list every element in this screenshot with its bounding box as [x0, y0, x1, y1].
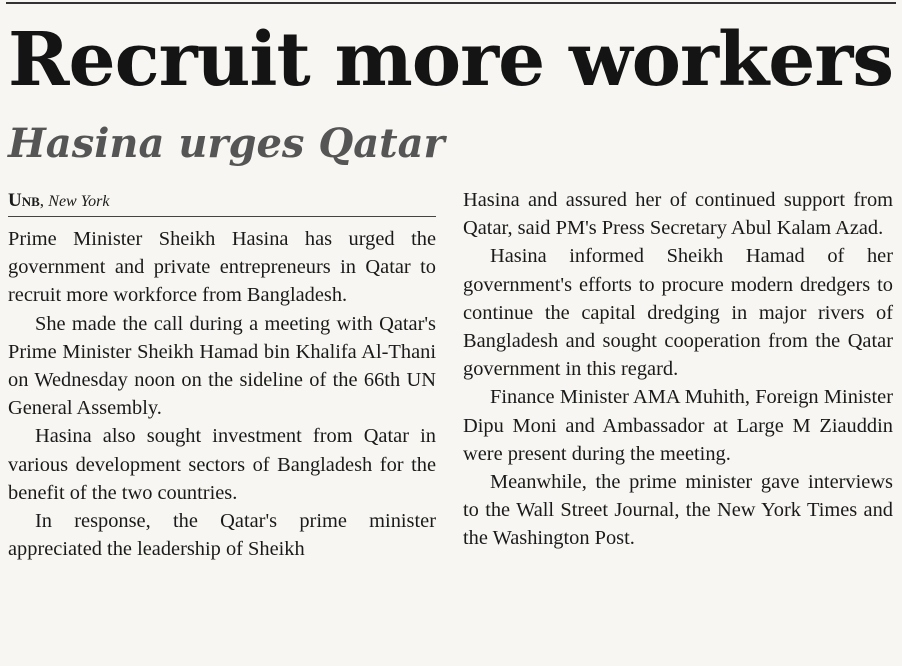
article-paragraph-5: Hasina informed Sheikh Hamad of her government's efforts to procure modern dredgers to continue the capital dredging in major rivers of Bangladesh and sought cooperation from the Qatar government in this regard.	[463, 245, 893, 381]
byline-separator: ,	[39, 191, 49, 210]
subheadline: Hasina urges Qatar	[8, 120, 445, 167]
byline	[8, 186, 436, 217]
byline-dateline: New York	[48, 193, 110, 210]
article-paragraph-6: Finance Minister AMA Muhith, Foreign Minister Dipu Moni and Ambassador at Large M Ziauddin were present during the meeting.	[463, 386, 893, 465]
article-paragraph-2: She made the call during a meeting with Qatar's Prime Minister Sheikh Hamad bin Khalifa Al-Thani on Wednesday noon on the sideline of the 66th UN General Assembly.	[8, 312, 436, 420]
article-paragraph-7: Meanwhile, the prime minister gave interviews to the Wall Street Journal, the New York Times and the Washington Post.	[463, 471, 893, 550]
headline: Recruit more workers	[8, 17, 894, 103]
top-rule	[6, 2, 896, 4]
article-paragraph-4-start: In response, the Qatar's prime minister appreciated the leadership of Sheikh	[8, 510, 436, 561]
article-paragraph-4-continued: Hasina and assured her of continued support from Qatar, said PM's Press Secretary Abul Kalam Azad.	[463, 189, 893, 240]
byline-agency: Unb	[8, 190, 40, 211]
article-column-left	[8, 186, 436, 563]
article-column-right	[463, 186, 893, 553]
article-paragraph-3: Hasina also sought investment from Qatar in various development sectors of Bangladesh for the benefit of the two countries.	[8, 425, 436, 504]
article-paragraph-1: Prime Minister Sheikh Hasina has urged the government and private entrepreneurs in Qatar to recruit more workforce from Bangladesh.	[8, 228, 436, 307]
